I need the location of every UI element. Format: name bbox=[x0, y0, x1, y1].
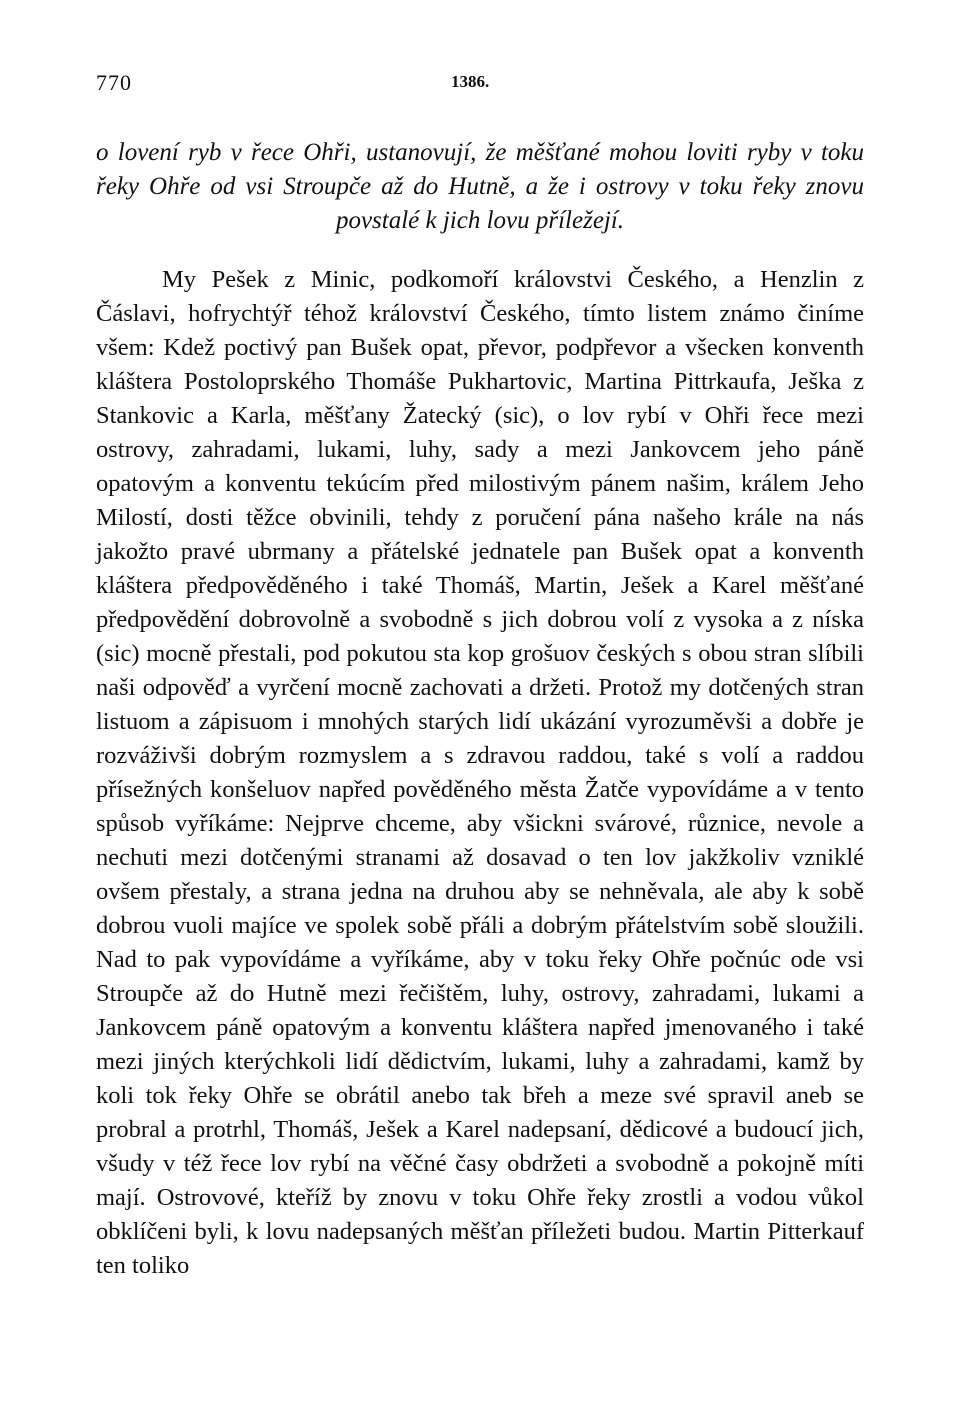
document-summary: o lovení ryb v řece Ohři, ustanovují, že měšťané mohou loviti ryby v toku řeky Ohře od vsi Stroupče až do Hutně, a že i ostrovy v toku řeky znovu povstalé k jich lovu příležejí. bbox=[96, 139, 864, 234]
running-header-year: 1386. bbox=[451, 72, 490, 91]
page-number: 770 bbox=[96, 70, 132, 95]
document-page bbox=[96, 70, 864, 1308]
document-body-text: My Pešek z Minic, podkomoří královstvi Českého, a Henzlin z Čáslavi, hofrychtýř téhož království Českého, tímto listem známo činíme všem: Kdež poctivý pan Bušek opat, převor, podpřevor a všecken konventh kláštera Postoloprského Thomáše Pukhartovic, Martina Pittrkaufa, Ješka z Stankovic a Karla, měšťany Žatecký (sic), o lov rybí v Ohři řece mezi ostrovy, zahradami, lukami, luhy, sady a mezi Jankovcem jeho páně opatovým a konventu tekúcím před milostivým pánem našim, králem Jeho Milostí, dosti těžce obvinili, tehdy z poručení pána našeho krále na nás jakožto pravé ubrmany a přátelské jednatele pan Bušek opat a konventh kláštera předpověděného i také Thomáš, Martin, Ješek a Karel měšťané předpovědění dobrovolně a svobodně s jich dobrou volí z vysoka a z níska (sic) mocně přestali, pod pokutou sta kop grošuov českých s obou stran slíbili naši odpověď a vyrčení mocně zachovati a držeti. Protož my dotčených stran listuom a zápisuom i mnohých starých lidí ukázání vyrozuměvši a dobře je rozváživši dobrým rozmyslem a s zdravou raddou, také s volí a raddou přísežných konšeluov napřed pověděného města Žatče vypovídáme a v tento spůsob vyříkáme: Nejprve chceme, aby všickni svárové, různice, nevole a nechuti mezi dotčenými stranami až dosavad o ten lov jakžkoliv vzniklé ovšem přestaly, a strana jedna na druhou aby se nehněvala, ale aby k sobě dobrou vuoli majíce ve spolek sobě přáli a dobrým přátelstvím sobě sloužili. Nad to pak vypovídáme a vyříkáme, aby v toku řeky Ohře počnúc ode vsi Stroupče až do Hutně mezi řečištěm, luhy, ostrovy, zahradami, lukami a Jankovcem páně opatovým a konventu kláštera napřed jmenovaného i také mezi jiných kterýchkoli lidí dědictvím, lukami, luhy a zahradami, kamž by koli tok řeky Ohře se obrátil anebo tak břeh a meze své spravil aneb se probral a protrhl, Thomáš, Ješek a Karel nadepsaní, dědicové a budoucí jich, všudy v též řece lov rybí na věčné časy obdržeti a svobodně a pokojně míti mají. Ostrovové, kteříž by znovu v toku Ohře řeky zrostli a vodou vůkol obklíčeni byli, k lovu nadepsaných měšťan příležeti budou. Martin Pitterkauf ten toliko bbox=[96, 266, 864, 1279]
page-header bbox=[96, 70, 864, 106]
